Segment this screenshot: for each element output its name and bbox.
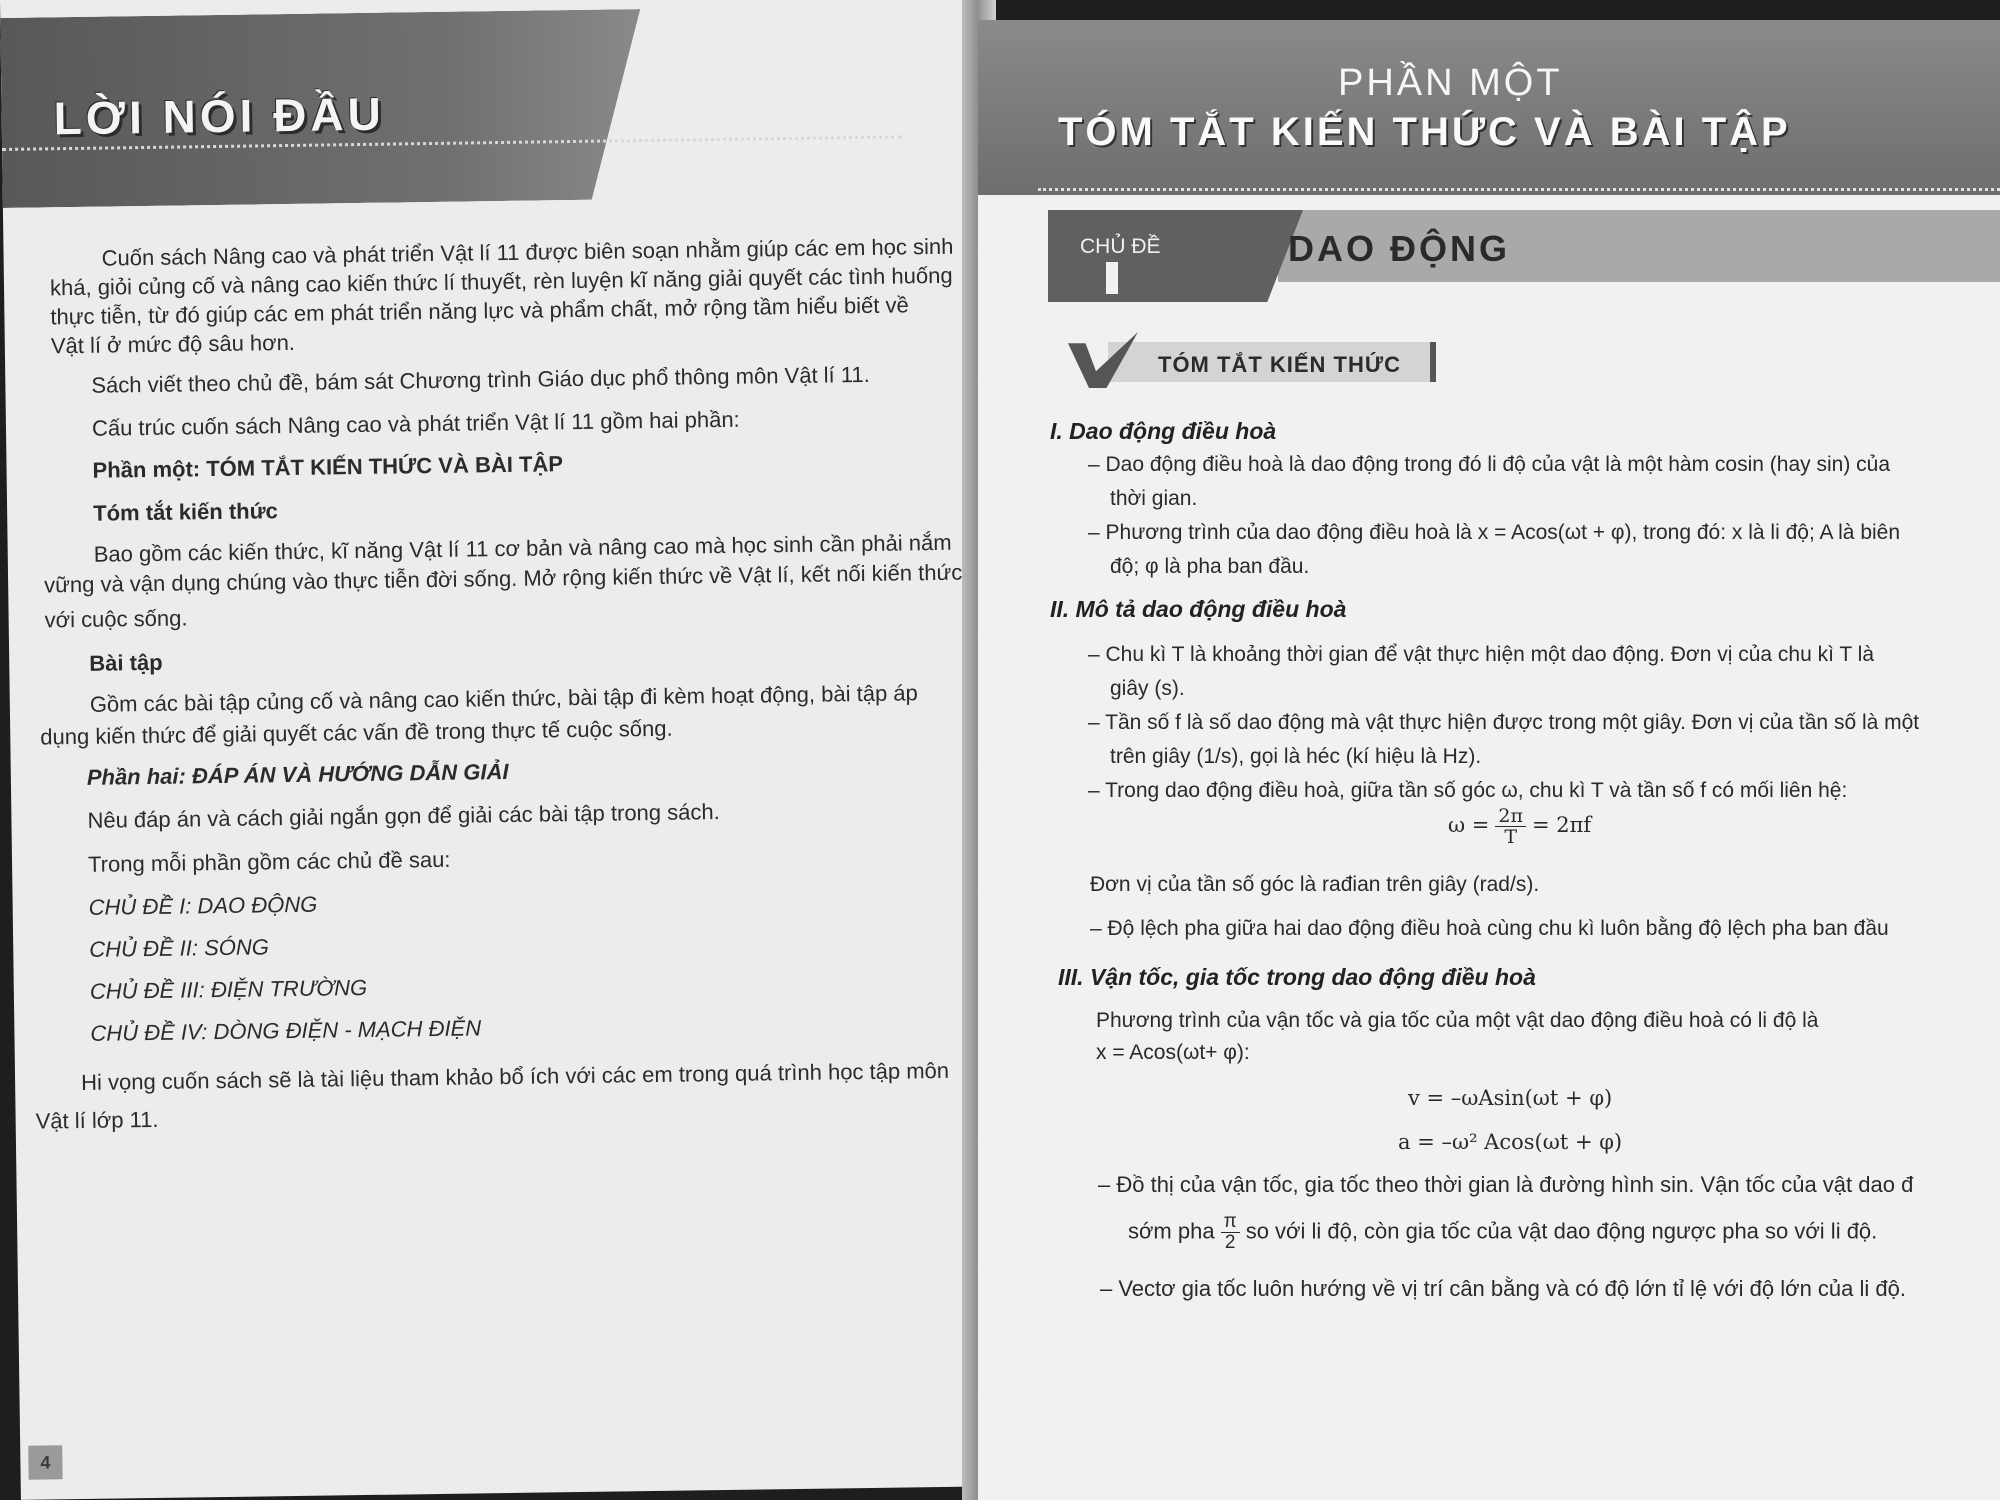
exercise-paragraph-line: dụng kiến thức để giải quyết các vấn đề trong thực tế cuộc sống. <box>40 715 673 750</box>
page-number: 4 <box>28 1445 62 1479</box>
omega-formula <box>1448 806 1591 847</box>
part-two-heading: Phần hai: ĐÁP ÁN VÀ HƯỚNG DẪN GIẢI <box>86 758 509 790</box>
topic-list-item: CHỦ ĐỀ I: DAO ĐỘNG <box>88 891 318 920</box>
topics-intro: Trong mỗi phần gồm các chủ đề sau: <box>87 846 451 877</box>
part-two-paragraph: Nêu đáp án và cách giải ngắn gọn để giải các bài tập trong sách. <box>87 799 720 833</box>
fraction-numerator: 2π <box>1495 806 1526 827</box>
exercise-paragraph-line: Gồm các bài tập củng cố và nâng cao kiến thức, bài tập đi kèm hoạt động, bài tập áp <box>89 680 918 717</box>
section-line: Phương trình của vận tốc và gia tốc của một vật dao động điều hoà có li độ là <box>1096 1009 1819 1032</box>
summary-paragraph-line: vững và vận dụng chúng vào thực tiễn đời sống. Mở rộng kiến thức về Vật lí, kết nối kiến thức <box>43 559 963 598</box>
topic-number-mark <box>1106 262 1118 294</box>
section-line: – Độ lệch pha giữa hai dao động điều hoà cùng chu kì luôn bằng độ lệch pha ban đầu <box>1090 917 1889 940</box>
section-line: – Dao động điều hoà là dao động trong đó li độ của vật là một hàm cosin (hay sin) của <box>1088 453 1891 476</box>
summary-paragraph-line: với cuộc sống. <box>44 605 188 633</box>
topic-list-item: CHỦ ĐỀ IV: DÒNG ĐIỆN - MẠCH ĐIỆN <box>90 1015 482 1046</box>
closing-paragraph-line: Vật lí lớp 11. <box>35 1106 159 1134</box>
section-line: độ; φ là pha ban đầu. <box>1110 555 1310 578</box>
left-page <box>0 0 996 1500</box>
section-line: – Chu kì T là khoảng thời gian để vật thực hiện một dao động. Đơn vị của chu kì T là <box>1088 643 1875 666</box>
summary-tag-label: TÓM TẮT KIẾN THỨC <box>1158 352 1402 377</box>
section-line: – Phương trình của dao động điều hoà là x = Acos(ωt + φ), trong đó: x là li độ; A là biên <box>1088 521 1901 544</box>
section-line: thời gian. <box>1110 487 1198 510</box>
velocity-formula: v = –ωAsin(ωt + φ) <box>1408 1086 1613 1110</box>
section-line: – Trong dao động điều hoà, giữa tần số góc ω, chu kì T và tần số f có mối liên hệ: <box>1088 779 1848 802</box>
graph-line-pre: sớm pha <box>1128 1218 1215 1244</box>
preface-paragraph-line: khá, giỏi củng cố và nâng cao kiến thức lí thuyết, rèn luyện kĩ năng giải quyết các tình huống <box>49 262 953 301</box>
graph-line-post: so với li độ, còn gia tốc của vật dao động ngược pha so với li độ. <box>1245 1218 1878 1244</box>
dotted-divider <box>1038 188 2000 191</box>
graph-line: – Đồ thị của vận tốc, gia tốc theo thời gian là đường hình sin. Vận tốc của vật dao đ <box>1098 1172 1914 1197</box>
formula-lhs: ω = <box>1448 813 1490 837</box>
summary-heading: Tóm tắt kiến thức <box>93 498 278 526</box>
part-label: PHẦN MỘT <box>1338 62 1563 104</box>
exercise-heading: Bài tập <box>89 649 163 676</box>
fraction-denominator: 2 <box>1224 1232 1236 1253</box>
formula-fraction <box>1495 806 1526 847</box>
topic-label: CHỦ ĐỀ <box>1080 235 1161 258</box>
acceleration-formula: a = –ω² Acos(ωt + φ) <box>1398 1130 1623 1154</box>
topic-list-item: CHỦ ĐỀ III: ĐIỆN TRƯỜNG <box>89 974 368 1004</box>
fraction-numerator: π <box>1221 1212 1240 1233</box>
section-line: giây (s). <box>1110 677 1185 700</box>
section-line: – Tần số f là số dao động mà vật thực hiện được trong một giây. Đơn vị của tần số là một <box>1088 711 1920 734</box>
pi-over-two-fraction <box>1221 1212 1240 1253</box>
formula-rhs: = 2πf <box>1531 813 1592 837</box>
graph-line-with-fraction <box>1128 1212 1877 1253</box>
part-title: TÓM TẮT KIẾN THỨC VÀ BÀI TẬP <box>1058 110 1791 154</box>
section-line: trên giây (1/s), gọi là héc (kí hiệu là Hz). <box>1110 745 1482 768</box>
summary-paragraph-line: Bao gồm các kiến thức, kĩ năng Vật lí 11 cơ bản và nâng cao mà học sinh cần phải nắm <box>93 529 952 567</box>
closing-paragraph-line: Hi vọng cuốn sách sẽ là tài liệu tham khảo bổ ích với các em trong quá trình học tập môn <box>80 1057 950 1095</box>
fraction-denominator: T <box>1504 826 1518 848</box>
preface-paragraph-line: thực tiễn, từ đó giúp các em phát triển năng lực và phẩm chất, mở rộng tầm hiểu biết về <box>50 292 909 330</box>
preface-title: LỜI NÓI ĐẦU <box>53 87 386 145</box>
preface-paragraph-line: Cuốn sách Nâng cao và phát triển Vật lí 11 được biên soạn nhằm giúp các em học sinh <box>101 233 954 271</box>
right-page <box>978 20 2000 1500</box>
vector-line: – Vectơ gia tốc luôn hướng về vị trí cân bằng và có độ lớn tỉ lệ với độ lớn của li độ. <box>1100 1276 1906 1301</box>
summary-tag <box>1068 332 1418 388</box>
topic-title: DAO ĐỘNG <box>1288 228 1510 269</box>
topic-list-item: CHỦ ĐỀ II: SÓNG <box>89 934 270 962</box>
part-one-heading: Phần một: TÓM TẮT KIẾN THỨC VÀ BÀI TẬP <box>92 451 564 483</box>
section-heading: II. Mô tả dao động điều hoà <box>1050 596 1347 622</box>
part-header-banner <box>978 20 2000 195</box>
section-heading: I. Dao động điều hoà <box>1050 418 1277 444</box>
preface-paragraph: Sách viết theo chủ đề, bám sát Chương trình Giáo dục phổ thông môn Vật lí 11. <box>91 361 870 398</box>
preface-paragraph: Cấu trúc cuốn sách Nâng cao và phát triển Vật lí 11 gồm hai phần: <box>91 406 740 441</box>
section-line: x = Acos(ωt+ φ): <box>1096 1041 1250 1064</box>
section-line: Đơn vị của tần số góc là rađian trên giây (rad/s). <box>1090 873 1540 896</box>
preface-paragraph-line: Vật lí ở mức độ sâu hơn. <box>50 329 296 359</box>
section-heading: III. Vận tốc, gia tốc trong dao động điều hoà <box>1058 964 1536 990</box>
